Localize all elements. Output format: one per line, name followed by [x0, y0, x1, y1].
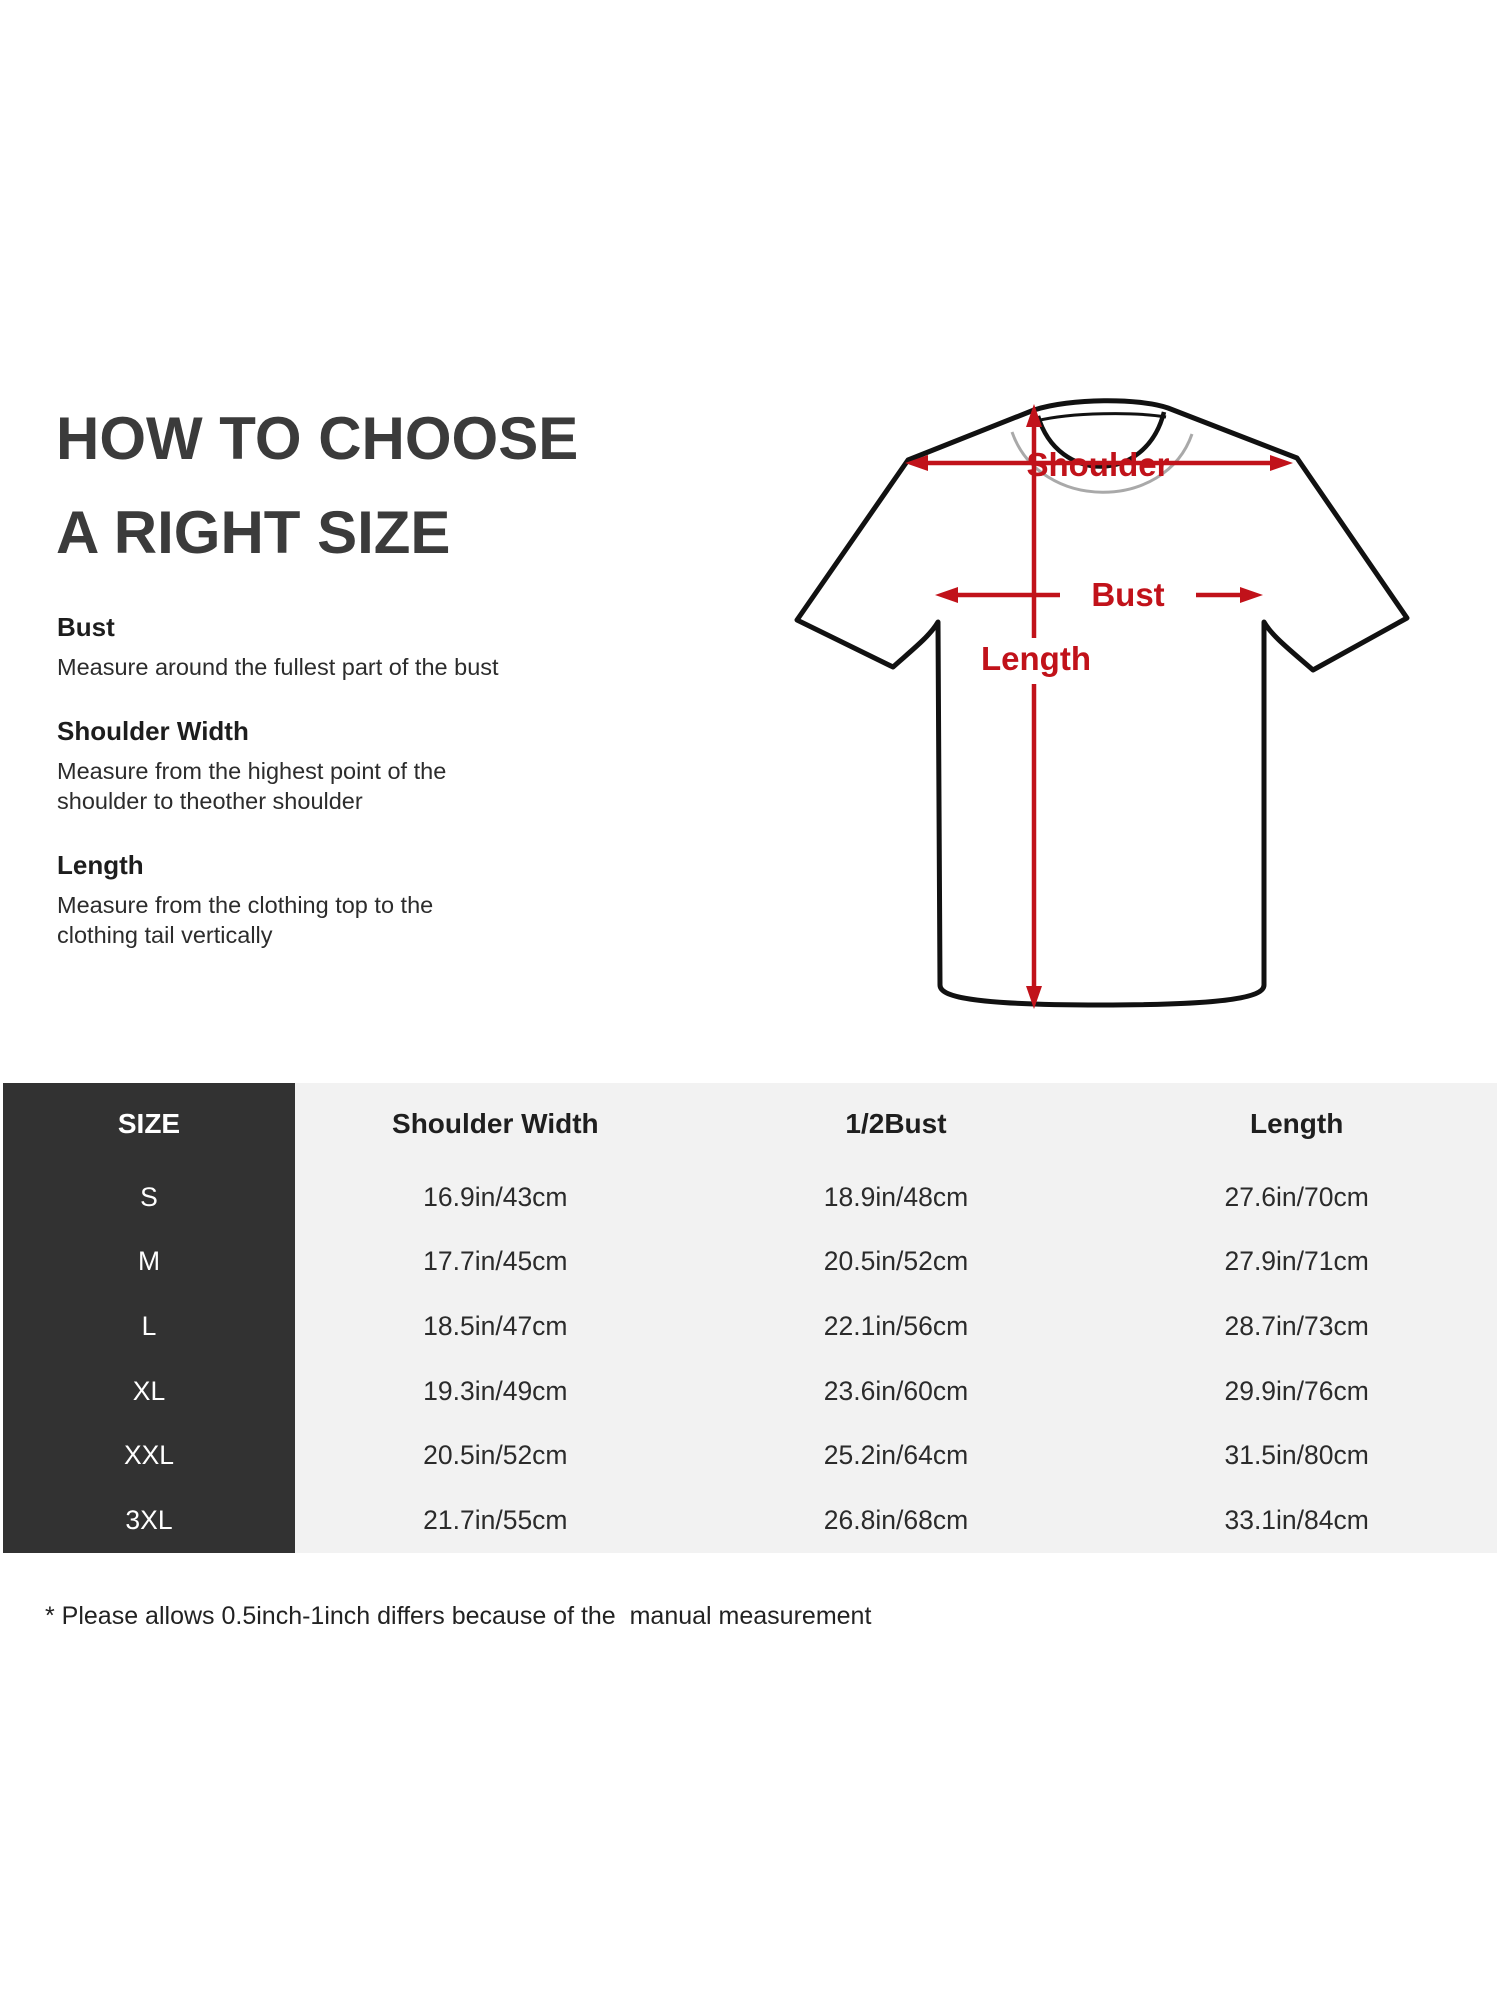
- size-table: [3, 1083, 1497, 1553]
- shoulder-label: Shoulder: [1026, 446, 1170, 483]
- row-xxl-length: 31.5in/80cm: [1224, 1440, 1369, 1471]
- row-xl-size: XL: [3, 1359, 295, 1424]
- page-title-line2: A RIGHT SIZE: [56, 499, 451, 566]
- row-s-shoulder: 16.9in/43cm: [423, 1181, 568, 1212]
- row-3xl-size: 3XL: [3, 1488, 295, 1553]
- row-xxl-half-bust: 25.2in/64cm: [823, 1440, 969, 1471]
- tshirt-measure-diagram: [600, 280, 1440, 1060]
- page-title: [56, 392, 578, 580]
- instruction-length-text-line2: clothing tail vertically: [57, 922, 273, 948]
- row-xl-half-bust: 23.6in/60cm: [823, 1375, 969, 1406]
- row-l-size: L: [3, 1294, 295, 1359]
- row-s-size: S: [3, 1165, 295, 1230]
- row-m-shoulder: 17.7in/45cm: [423, 1246, 568, 1277]
- bust-label: Bust: [1091, 576, 1165, 613]
- row-l-length: 28.7in/73cm: [1224, 1311, 1369, 1342]
- row-s-half-bust: 18.9in/48cm: [823, 1181, 969, 1212]
- col-header-size: SIZE: [3, 1083, 295, 1165]
- row-l-shoulder: 18.5in/47cm: [423, 1311, 568, 1342]
- instruction-length: [57, 850, 617, 950]
- row-l-half-bust: 22.1in/56cm: [823, 1311, 969, 1342]
- instruction-bust: [57, 612, 617, 682]
- instruction-length-heading: Length: [57, 850, 144, 880]
- row-s-length: 27.6in/70cm: [1224, 1181, 1369, 1212]
- length-label: Length: [981, 640, 1091, 677]
- instruction-shoulder-width: [57, 716, 617, 816]
- row-m-length: 27.9in/71cm: [1224, 1246, 1369, 1277]
- instruction-shoulder-text-line2: shoulder to theother shoulder: [57, 788, 363, 814]
- instruction-bust-heading: Bust: [57, 612, 115, 642]
- row-xl-length: 29.9in/76cm: [1224, 1375, 1369, 1406]
- col-header-length: Length: [1250, 1108, 1344, 1139]
- row-m-size: M: [3, 1230, 295, 1295]
- measurement-disclaimer: * Please allows 0.5inch-1inch differs because of the manual measurement: [45, 1602, 872, 1630]
- row-m-half-bust: 20.5in/52cm: [823, 1246, 969, 1277]
- row-xxl-shoulder: 20.5in/52cm: [423, 1440, 568, 1471]
- row-3xl-shoulder: 21.7in/55cm: [423, 1505, 568, 1536]
- page-title-line1: HOW TO CHOOSE: [56, 405, 579, 472]
- col-header-shoulder-width: Shoulder Width: [392, 1108, 599, 1139]
- instruction-bust-text: Measure around the fullest part of the bust: [57, 654, 499, 680]
- row-3xl-half-bust: 26.8in/68cm: [823, 1505, 969, 1536]
- instruction-shoulder-heading: Shoulder Width: [57, 716, 249, 746]
- measure-instructions: [57, 612, 617, 984]
- row-3xl-length: 33.1in/84cm: [1224, 1505, 1369, 1536]
- col-header-half-bust: 1/2Bust: [845, 1108, 947, 1139]
- row-xl-shoulder: 19.3in/49cm: [423, 1375, 568, 1406]
- instruction-length-text-line1: Measure from the clothing top to the: [57, 892, 434, 918]
- row-xxl-size: XXL: [3, 1424, 295, 1489]
- instruction-shoulder-text-line1: Measure from the highest point of the: [57, 758, 447, 784]
